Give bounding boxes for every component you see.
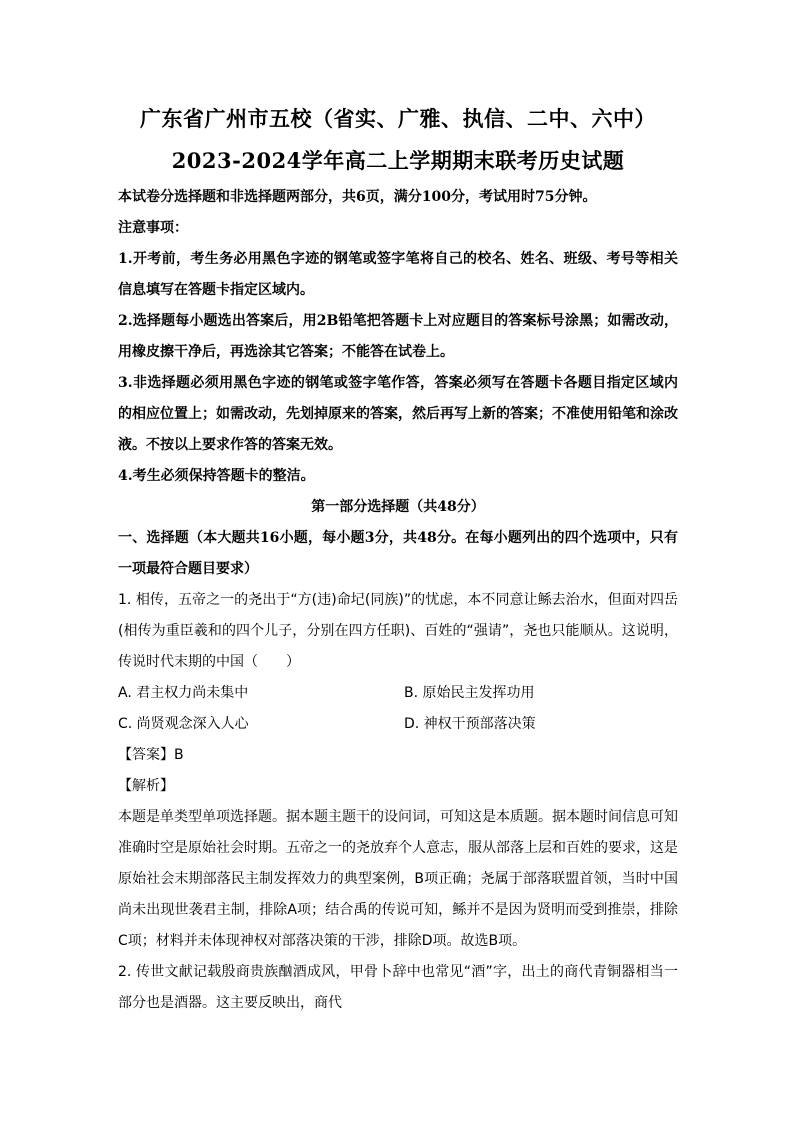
question-1-stem: 1. 相传，五帝之一的尧出于“方(违)命圮(同族)”的忧虑，本不同意让鲧去治水，但面对四岳(相传为重臣羲和的四个儿子，分别在四方任职)、百姓的“强请”，尧也只能顺从。这说明，传说时代末期的中国（ ） [118,592,678,670]
exam-page [118,100,678,1019]
option-c: C. 尚贤观念深入人心 [118,716,249,732]
question-2-stem: 2. 传世文献记载殷商贵族酗酒成风，甲骨卜辞中也常见“酒”字，出土的商代青铜器相当一部分也是酒器。这主要反映出，商代 [118,964,678,1011]
option-a: A. 君主权力尚未集中 [118,685,249,701]
option-d: D. 神权干预部落决策 [404,716,536,732]
exam-title-line1: 广东省广州市五校（省实、广雅、执信、二中、六中） [140,106,656,131]
question-1-analysis: 本题是单类型单项选择题。据本题主题干的设问词，可知这是本质题。据本题时间信息可知准确时空是原始社会时期。五帝之一的尧放弃个人意志，服从部落上层和百姓的要求，这是原始社会末期部落民主制发挥效力的典型案例，B项正确；尧属于部落联盟首领，当时中国尚未出现世袭君主制，排除A项；结合禹的传说可知，鲧并不是因为贤明而受到推崇，排除C项；材料并未体现神权对部落决策的干涉，排除D项。故选B项。 [118,809,678,949]
note-item: 3.非选择题必须用黑色字迹的钢笔或签字笔作答，答案必须写在答题卡各题目指定区域内的相应位置上；如需改动，先划掉原来的答案，然后再写上新的答案；不准使用铅笔和涂改液。不按以上要求作答的答案无效。 [118,375,678,453]
exam-title-line2: 2023-2024学年高二上学期期末联考历史试题 [171,148,625,173]
question-1-answer: 【答案】B [118,747,184,763]
note-item: 2.选择题每小题选出答案后，用2B铅笔把答题卡上对应题目的答案标号涂黑；如需改动，用橡皮擦干净后，再选涂其它答案；不能答在试卷上。 [118,313,678,360]
note-item: 1.开考前，考生务必用黑色字迹的钢笔或签字笔将自己的校名、姓名、班级、考号等相关信息填写在答题卡指定区域内。 [118,251,678,298]
exam-summary: 本试卷分选择题和非选择题两部分，共6页，满分100分，考试用时75分钟。 [118,189,597,205]
note-item: 4.考生必须保持答题卡的整洁。 [118,468,315,484]
part1-heading: 第一部分选择题（共48分） [311,499,485,515]
question-1-options [118,678,678,740]
option-b: B. 原始民主发挥功用 [404,685,535,701]
section-instruction: 一、选择题（本大题共16小题，每小题3分，共48分。在每小题列出的四个选项中，只有一项最符合题目要求） [118,530,678,577]
notes-heading: 注意事项： [118,220,188,236]
analysis-label: 【解析】 [118,778,174,794]
